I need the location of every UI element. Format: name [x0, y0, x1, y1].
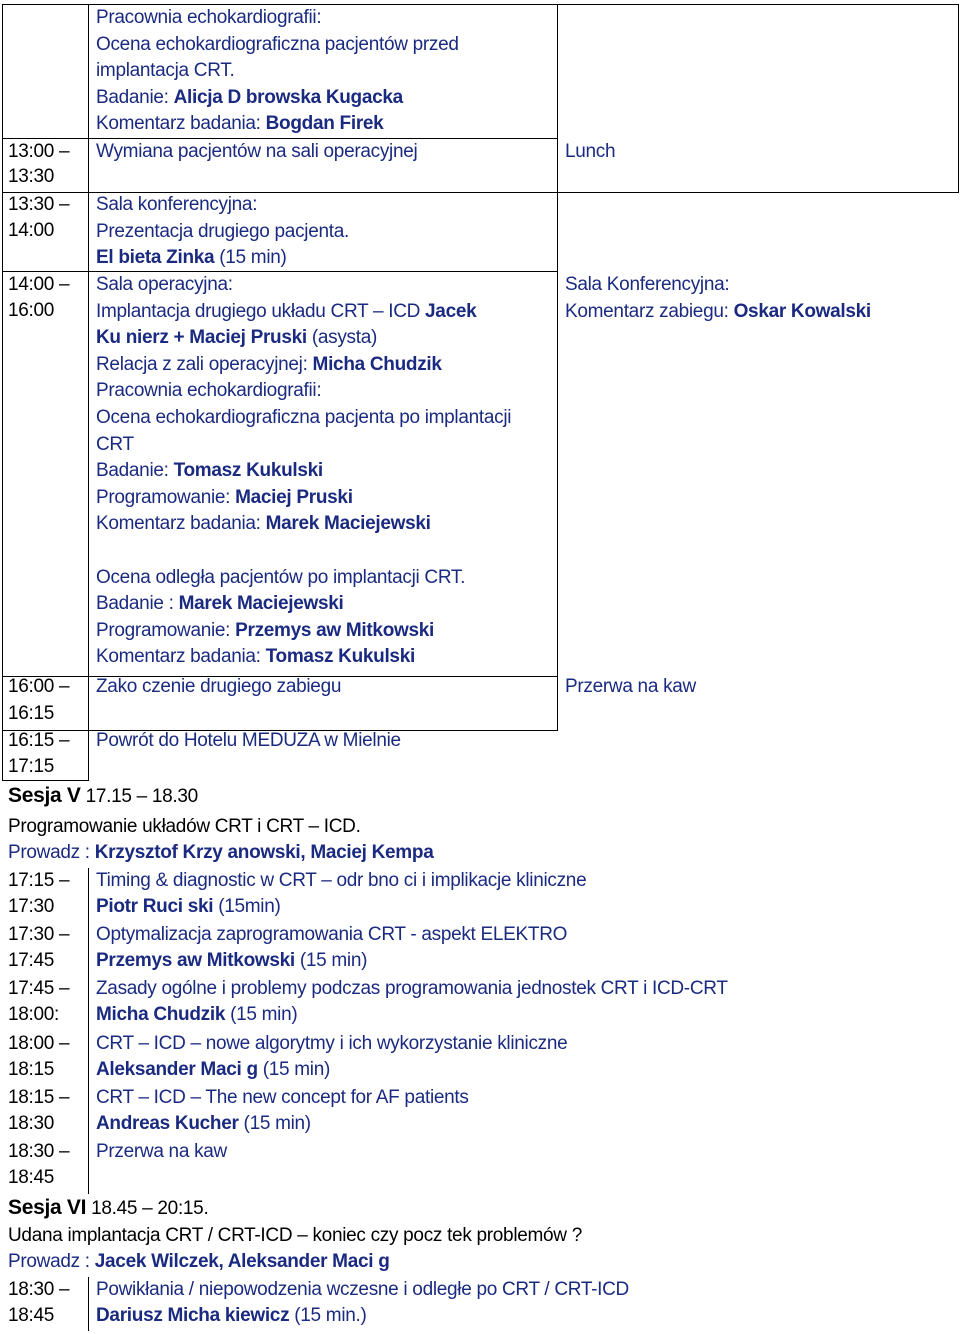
text-line	[96, 565, 465, 592]
table-col-divider-2	[557, 4, 558, 731]
talk-speaker	[96, 894, 281, 921]
talk-title: Timing & diagnostic w CRT – odr bno ci i implikacje kliniczne	[96, 870, 587, 891]
text-line	[96, 299, 476, 326]
chairs-label: Prowadz :	[8, 842, 95, 863]
chairs-label: Prowadz :	[8, 1251, 95, 1272]
text-span: Ocena echokardiograficzna pacjentów przed	[96, 33, 459, 55]
talk-duration: (15 min)	[294, 950, 368, 972]
text-span: Komentarz badania:	[96, 113, 266, 135]
chairs-names: Jacek Wilczek, Aleksander Maci g	[94, 1251, 390, 1272]
time-end: 16:15	[8, 703, 55, 724]
text-span: (15 min)	[214, 247, 287, 269]
text-line	[96, 378, 321, 405]
session-item-text: Powrót do Hotelu MEDUZA w Mielnie	[96, 730, 401, 751]
speaker-name: Andreas Kucher	[96, 1112, 239, 1134]
text-line	[96, 111, 383, 138]
session-heading	[8, 1195, 208, 1223]
session-heading	[8, 783, 198, 811]
time-start: 18:15 –	[8, 1086, 70, 1108]
text-span: Przemys aw Mitkowski	[235, 619, 434, 641]
chairs-names: Krzysztof Krzy anowski, Maciej Kempa	[94, 842, 434, 863]
text-span: Tomasz Kukulski	[265, 646, 415, 668]
session-subtitle: Udana implantacja CRT / CRT-ICD – koniec czy pocz tek problemów ?	[8, 1225, 582, 1246]
time-end: 17:15	[8, 756, 55, 777]
time-start: 18:30 –	[8, 1141, 70, 1162]
text-line	[96, 485, 353, 512]
text-line	[96, 432, 134, 459]
text-line	[96, 458, 323, 485]
text-line	[96, 32, 459, 59]
table-col-divider-1	[88, 4, 89, 781]
time-end: 18:30	[8, 1112, 55, 1134]
text-span: implantacja CRT.	[96, 60, 235, 82]
text-span: Ocena odległa pacjentów po implantacji CRT.	[96, 566, 466, 588]
text-line	[96, 511, 431, 538]
talk-duration: (15 min)	[225, 1004, 298, 1026]
time-end: 17:30	[8, 896, 55, 917]
time-end: 18:00:	[8, 1004, 60, 1026]
table-border-left	[2, 4, 3, 781]
time-start: 16:00 –	[8, 676, 70, 697]
speaker-name: Piotr Ruci ski	[96, 896, 214, 917]
time-start: 18:00 –	[8, 1032, 70, 1054]
text-line	[96, 58, 234, 85]
text-line	[96, 644, 415, 671]
speaker-name: Aleksander Maci g	[96, 1058, 258, 1080]
talk-title: Zasady ogólne i problemy podczas programowania jednostek CRT i ICD-CRT	[96, 978, 728, 1000]
text-line	[96, 325, 377, 352]
text-span: Programowanie:	[96, 619, 236, 641]
session-number: Sesja V	[8, 784, 81, 807]
time-end: 17:45	[8, 950, 55, 972]
text-span: Oskar Kowalski	[733, 300, 871, 322]
text-line	[96, 85, 403, 112]
time-start: 17:30 –	[8, 924, 70, 946]
text-span: Implantacja drugiego układu CRT – ICD	[96, 300, 426, 322]
session-item-text: Zako czenie drugiego zabiegu	[96, 676, 342, 697]
talk-title: Optymalizacja zaprogramowania CRT - aspekt ELEKTRO	[96, 924, 568, 946]
text-span: Maciej Pruski	[235, 486, 353, 508]
text-span: Pracownia echokardiografii:	[96, 380, 322, 402]
talk-duration: (15 min.)	[289, 1305, 367, 1326]
text-span: Jacek	[425, 300, 477, 322]
time-column-divider	[88, 868, 89, 1194]
time-end: 14:00	[8, 220, 55, 241]
text-line	[96, 591, 344, 618]
talk-title: Przerwa na kaw	[96, 1141, 227, 1162]
talk-duration: (15min)	[213, 896, 281, 917]
text-line	[565, 299, 871, 326]
text-span: Marek Maciejewski	[178, 593, 344, 615]
text-span: Ku nierz + Maciej Pruski	[96, 327, 307, 349]
session-subtitle: Programowanie układów CRT i CRT – ICD.	[8, 816, 361, 837]
session-item-text: Wymiana pacjentów na sali operacyjnej	[96, 141, 418, 162]
session-time: 18.45 – 20:15.	[86, 1198, 209, 1219]
talk-title: CRT – ICD – nowe algorytmy i ich wykorzystanie kliniczne	[96, 1032, 568, 1054]
text-span: (asysta)	[306, 327, 378, 349]
text-line	[96, 219, 349, 246]
speaker-name: Micha Chudzik	[96, 1004, 226, 1026]
talk-speaker	[96, 1303, 367, 1330]
text-span: Micha Chudzik	[312, 353, 442, 375]
talk-title: CRT – ICD – The new concept for AF patients	[96, 1086, 469, 1108]
text-span: Komentarz badania:	[96, 646, 266, 668]
session-chairs	[8, 1249, 390, 1276]
text-span: Badanie:	[96, 460, 174, 482]
text-line	[96, 618, 434, 645]
talk-duration: (15 min)	[257, 1058, 331, 1080]
time-column-divider	[88, 1277, 89, 1331]
speaker-name: Dariusz Micha kiewicz	[96, 1305, 290, 1326]
table-border-right	[958, 4, 959, 192]
talk-speaker	[96, 1111, 311, 1138]
talk-speaker	[96, 1002, 297, 1029]
text-span: Pracownia echokardiografii:	[96, 7, 322, 28]
text-line	[96, 405, 511, 432]
text-span: Sala operacyjna:	[96, 274, 233, 295]
lunch-label: Lunch	[565, 141, 616, 162]
talk-speaker	[96, 1057, 330, 1084]
text-span: Badanie:	[96, 86, 174, 108]
time-start: 18:30 –	[8, 1279, 70, 1300]
text-span: Komentarz zabiegu:	[565, 300, 734, 322]
text-line	[96, 245, 287, 272]
time-start: 17:45 –	[8, 978, 70, 1000]
session-chairs	[8, 840, 433, 867]
text-span: Komentarz badania:	[96, 513, 266, 535]
text-span: Programowanie:	[96, 486, 236, 508]
text-line	[96, 352, 442, 379]
text-span: Marek Maciejewski	[265, 513, 431, 535]
session-time: 17.15 – 18.30	[80, 786, 198, 807]
text-line	[565, 272, 729, 299]
text-line	[96, 192, 257, 219]
time-start: 13:30 –	[8, 194, 70, 215]
time-start: 17:15 –	[8, 870, 70, 891]
session-number: Sesja VI	[8, 1196, 87, 1219]
text-span: Ocena echokardiograficzna pacjenta po implantacji	[96, 407, 512, 428]
break-label: Przerwa na kaw	[565, 676, 696, 697]
time-end: 18:45	[8, 1305, 55, 1326]
text-span: El bieta Zinka	[96, 247, 215, 269]
talk-speaker	[96, 948, 367, 975]
talk-title: Powikłania / niepowodzenia wczesne i odległe po CRT / CRT-ICD	[96, 1279, 629, 1300]
text-span: Prezentacja drugiego pacjenta.	[96, 220, 349, 242]
time-start: 16:15 –	[8, 730, 70, 751]
text-line	[96, 272, 233, 299]
speaker-name: Przemys aw Mitkowski	[96, 950, 295, 972]
text-span: Sala Konferencyjna:	[565, 274, 730, 295]
text-span: Sala konferencyjna:	[96, 194, 258, 215]
text-span: Badanie :	[96, 593, 179, 615]
time-end: 13:30	[8, 166, 55, 187]
text-span: Tomasz Kukulski	[173, 460, 323, 482]
text-span: CRT	[96, 433, 134, 455]
text-line	[96, 5, 321, 32]
text-span: Bogdan Firek	[265, 113, 384, 135]
text-span: Alicja D browska Kugacka	[173, 86, 403, 108]
talk-duration: (15 min)	[238, 1112, 311, 1134]
time-end: 18:45	[8, 1167, 55, 1188]
time-start: 13:00 –	[8, 141, 70, 162]
text-span: Relacja z zali operacyjnej:	[96, 353, 313, 375]
time-start: 14:00 –	[8, 274, 70, 295]
time-end: 18:15	[8, 1058, 55, 1080]
time-end: 16:00	[8, 300, 55, 321]
